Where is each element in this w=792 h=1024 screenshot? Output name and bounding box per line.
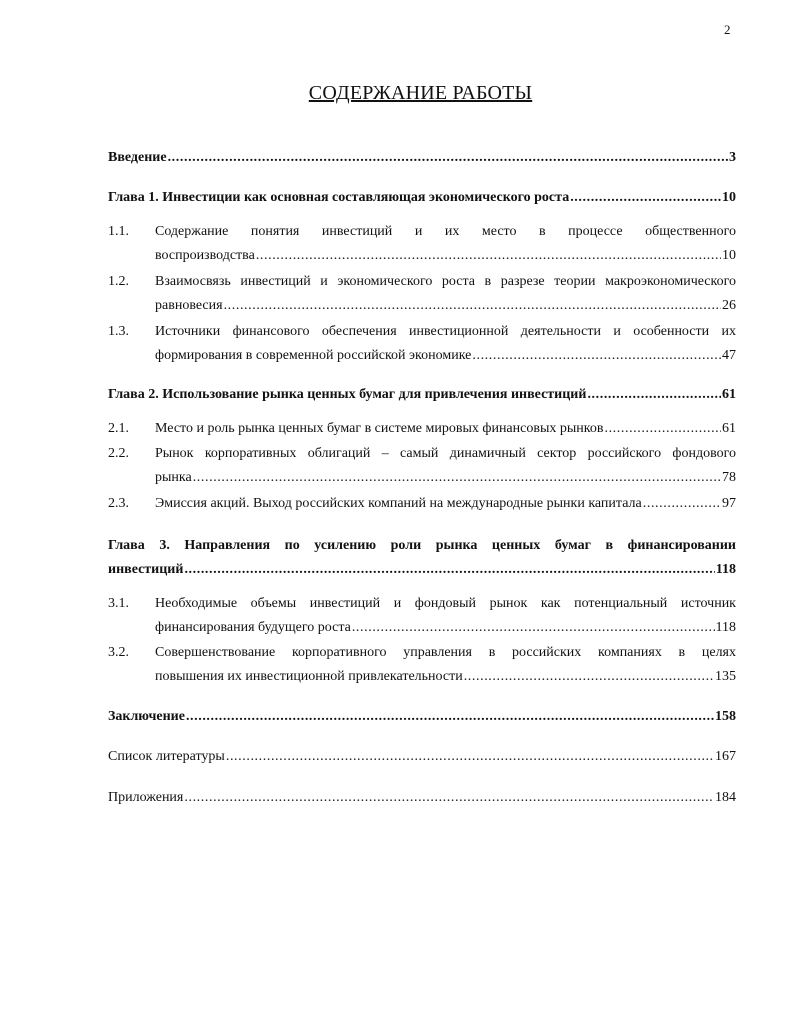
toc-entry-section-2-3[interactable] xyxy=(108,492,736,516)
toc-page-number: 3 xyxy=(729,150,736,165)
toc-entry-label: Глава 2. Использование рынка ценных бумаг для привлечения инвестиций xyxy=(108,387,587,402)
section-number: 2.2. xyxy=(108,446,129,461)
toc-entry-label-cont: воспроизводства xyxy=(155,248,255,263)
toc-page-number: 26 xyxy=(722,298,736,313)
toc-page-number: 78 xyxy=(722,470,736,485)
toc-page-number: 47 xyxy=(722,348,736,363)
toc-entry-label: Место и роль рынка ценных бумаг в системе мировых финансовых рынков xyxy=(155,421,604,436)
toc-entry-label-cont: формирования в современной российской экономике xyxy=(155,348,472,363)
toc-page-number: 10 xyxy=(722,190,736,205)
dot-leader xyxy=(256,244,721,268)
dot-leader xyxy=(464,665,714,689)
toc-entry-label: Заключение xyxy=(108,709,185,724)
toc-page-number: 118 xyxy=(715,620,736,635)
dot-leader xyxy=(168,146,728,170)
dot-leader xyxy=(472,344,721,368)
toc-page-number: 10 xyxy=(722,248,736,263)
dot-leader xyxy=(643,492,721,516)
section-number: 1.2. xyxy=(108,274,129,289)
toc-entry-section-1-3[interactable] xyxy=(108,320,736,368)
toc-entry-label-cont: повышения их инвестиционной привлекательности xyxy=(155,669,463,684)
dot-leader xyxy=(224,294,721,318)
toc-entry-label-cont: финансирования будущего роста xyxy=(155,620,351,635)
dot-leader xyxy=(570,186,721,210)
section-number: 2.1. xyxy=(108,421,129,436)
toc-entry-chapter-3[interactable] xyxy=(108,534,736,582)
toc-entry-label: Источники финансового обеспечения инвестиционной деятельности и особенности их xyxy=(155,324,736,339)
toc-entry-section-2-2[interactable] xyxy=(108,442,736,490)
toc-entry-section-2-1[interactable] xyxy=(108,417,736,441)
toc-entry-appendix[interactable] xyxy=(108,786,736,810)
toc-entry-label-cont: инвестиций xyxy=(108,562,184,577)
dot-leader xyxy=(226,745,714,769)
dot-leader xyxy=(587,383,721,407)
toc-page-number: 184 xyxy=(715,790,736,805)
toc-entry-label: Рынок корпоративных облигаций – самый динамичный сектор российского фондового xyxy=(155,446,736,461)
dot-leader xyxy=(604,417,721,441)
toc-entry-label: Совершенствование корпоративного управления в российских компаниях в целях xyxy=(155,645,736,660)
toc-entry-label: Взаимосвязь инвестиций и экономического роста в разрезе теории макроэкономического xyxy=(155,274,736,289)
dot-leader xyxy=(352,616,715,640)
dot-leader xyxy=(193,466,721,490)
toc-entry-label: Эмиссия акций. Выход российских компаний на международные рынки капитала xyxy=(155,496,642,511)
toc-page-number: 61 xyxy=(722,387,736,402)
toc-entry-section-1-1[interactable] xyxy=(108,220,736,268)
page-title: СОДЕРЖАНИЕ РАБОТЫ xyxy=(308,82,533,104)
toc-entry-label: Содержание понятия инвестиций и их место в процессе общественного xyxy=(155,224,736,239)
section-number: 1.1. xyxy=(108,224,129,239)
toc-entry-label-cont: рынка xyxy=(155,470,192,485)
dot-leader xyxy=(186,705,714,729)
toc-entry-label: Необходимые объемы инвестиций и фондовый рынок как потенциальный источник xyxy=(155,596,736,611)
toc-entry-label: Глава 1. Инвестиции как основная составляющая экономического роста xyxy=(108,190,570,205)
toc-entry-label: Глава 3. Направления по усилению роли рынка ценных бумаг в финансировании xyxy=(108,538,736,553)
toc-entry-section-3-1[interactable] xyxy=(108,592,736,640)
toc-entry-chapter-1[interactable] xyxy=(108,186,736,210)
toc-page-number: 158 xyxy=(715,709,736,724)
toc-entry-label: Приложения xyxy=(108,790,184,805)
toc-page-number: 167 xyxy=(715,749,736,764)
section-number: 3.2. xyxy=(108,645,129,660)
toc-entry-conclusion[interactable] xyxy=(108,705,736,729)
toc-page-number: 61 xyxy=(722,421,736,436)
toc-page-number: 118 xyxy=(715,562,736,577)
toc-entry-references[interactable] xyxy=(108,745,736,769)
toc-entry-intro[interactable] xyxy=(108,146,736,170)
section-number: 3.1. xyxy=(108,596,129,611)
toc-entry-label: Список литературы xyxy=(108,749,225,764)
page-number: 2 xyxy=(724,22,731,37)
toc-entry-label: Введение xyxy=(108,150,167,165)
section-number: 1.3. xyxy=(108,324,129,339)
toc-entry-label-cont: равновесия xyxy=(155,298,223,313)
toc-page-number: 135 xyxy=(715,669,736,684)
dot-leader xyxy=(184,558,714,582)
toc-entry-chapter-2[interactable] xyxy=(108,383,736,407)
toc-page-number: 97 xyxy=(722,496,736,511)
dot-leader xyxy=(184,786,714,810)
toc-entry-section-1-2[interactable] xyxy=(108,270,736,318)
section-number: 2.3. xyxy=(108,496,129,511)
toc-entry-section-3-2[interactable] xyxy=(108,641,736,689)
